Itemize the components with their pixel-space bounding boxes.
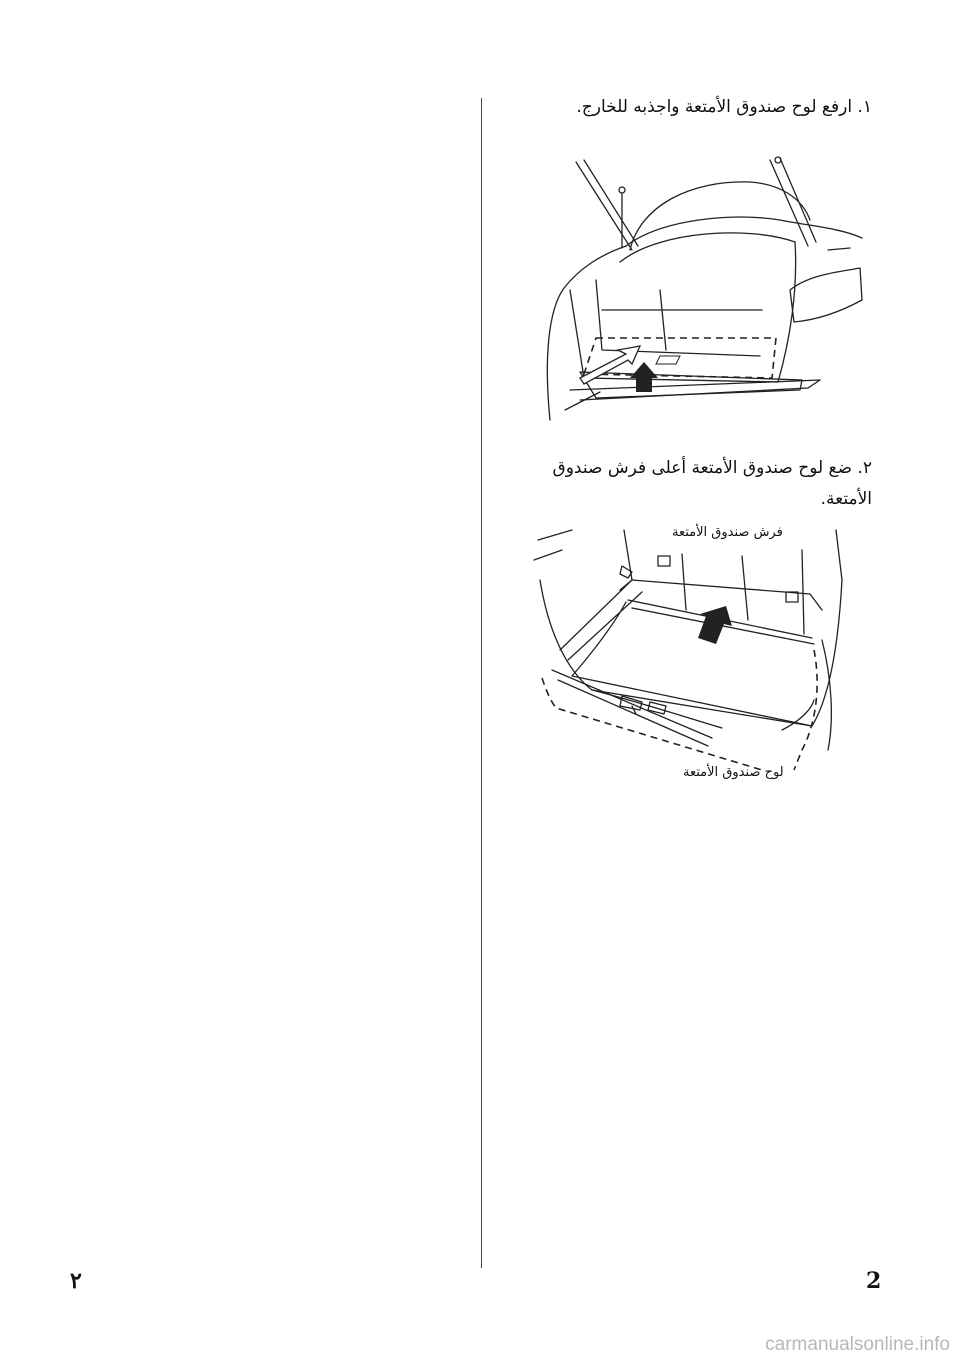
page-number-right: 2 <box>866 1268 882 1294</box>
callout-luggage-floor: فرش صندوق الأمتعة <box>672 525 783 540</box>
page-number-left: ٢ <box>70 1268 82 1294</box>
instruction-step-2: ٢. ضع لوح صندوق الأمتعة أعلى فرش صندوق الأمتعة. <box>552 458 872 509</box>
figure-place-board-illustration <box>532 520 864 788</box>
instruction-step-1: ١. ارفع لوح صندوق الأمتعة واجذبه للخارج. <box>576 97 872 117</box>
callout-luggage-board: لوح صندوق الأمتعة <box>683 765 784 780</box>
column-divider <box>481 98 482 1268</box>
figure-lift-board-illustration <box>540 150 870 430</box>
watermark-text: carmanualsonline.info <box>765 1334 950 1355</box>
